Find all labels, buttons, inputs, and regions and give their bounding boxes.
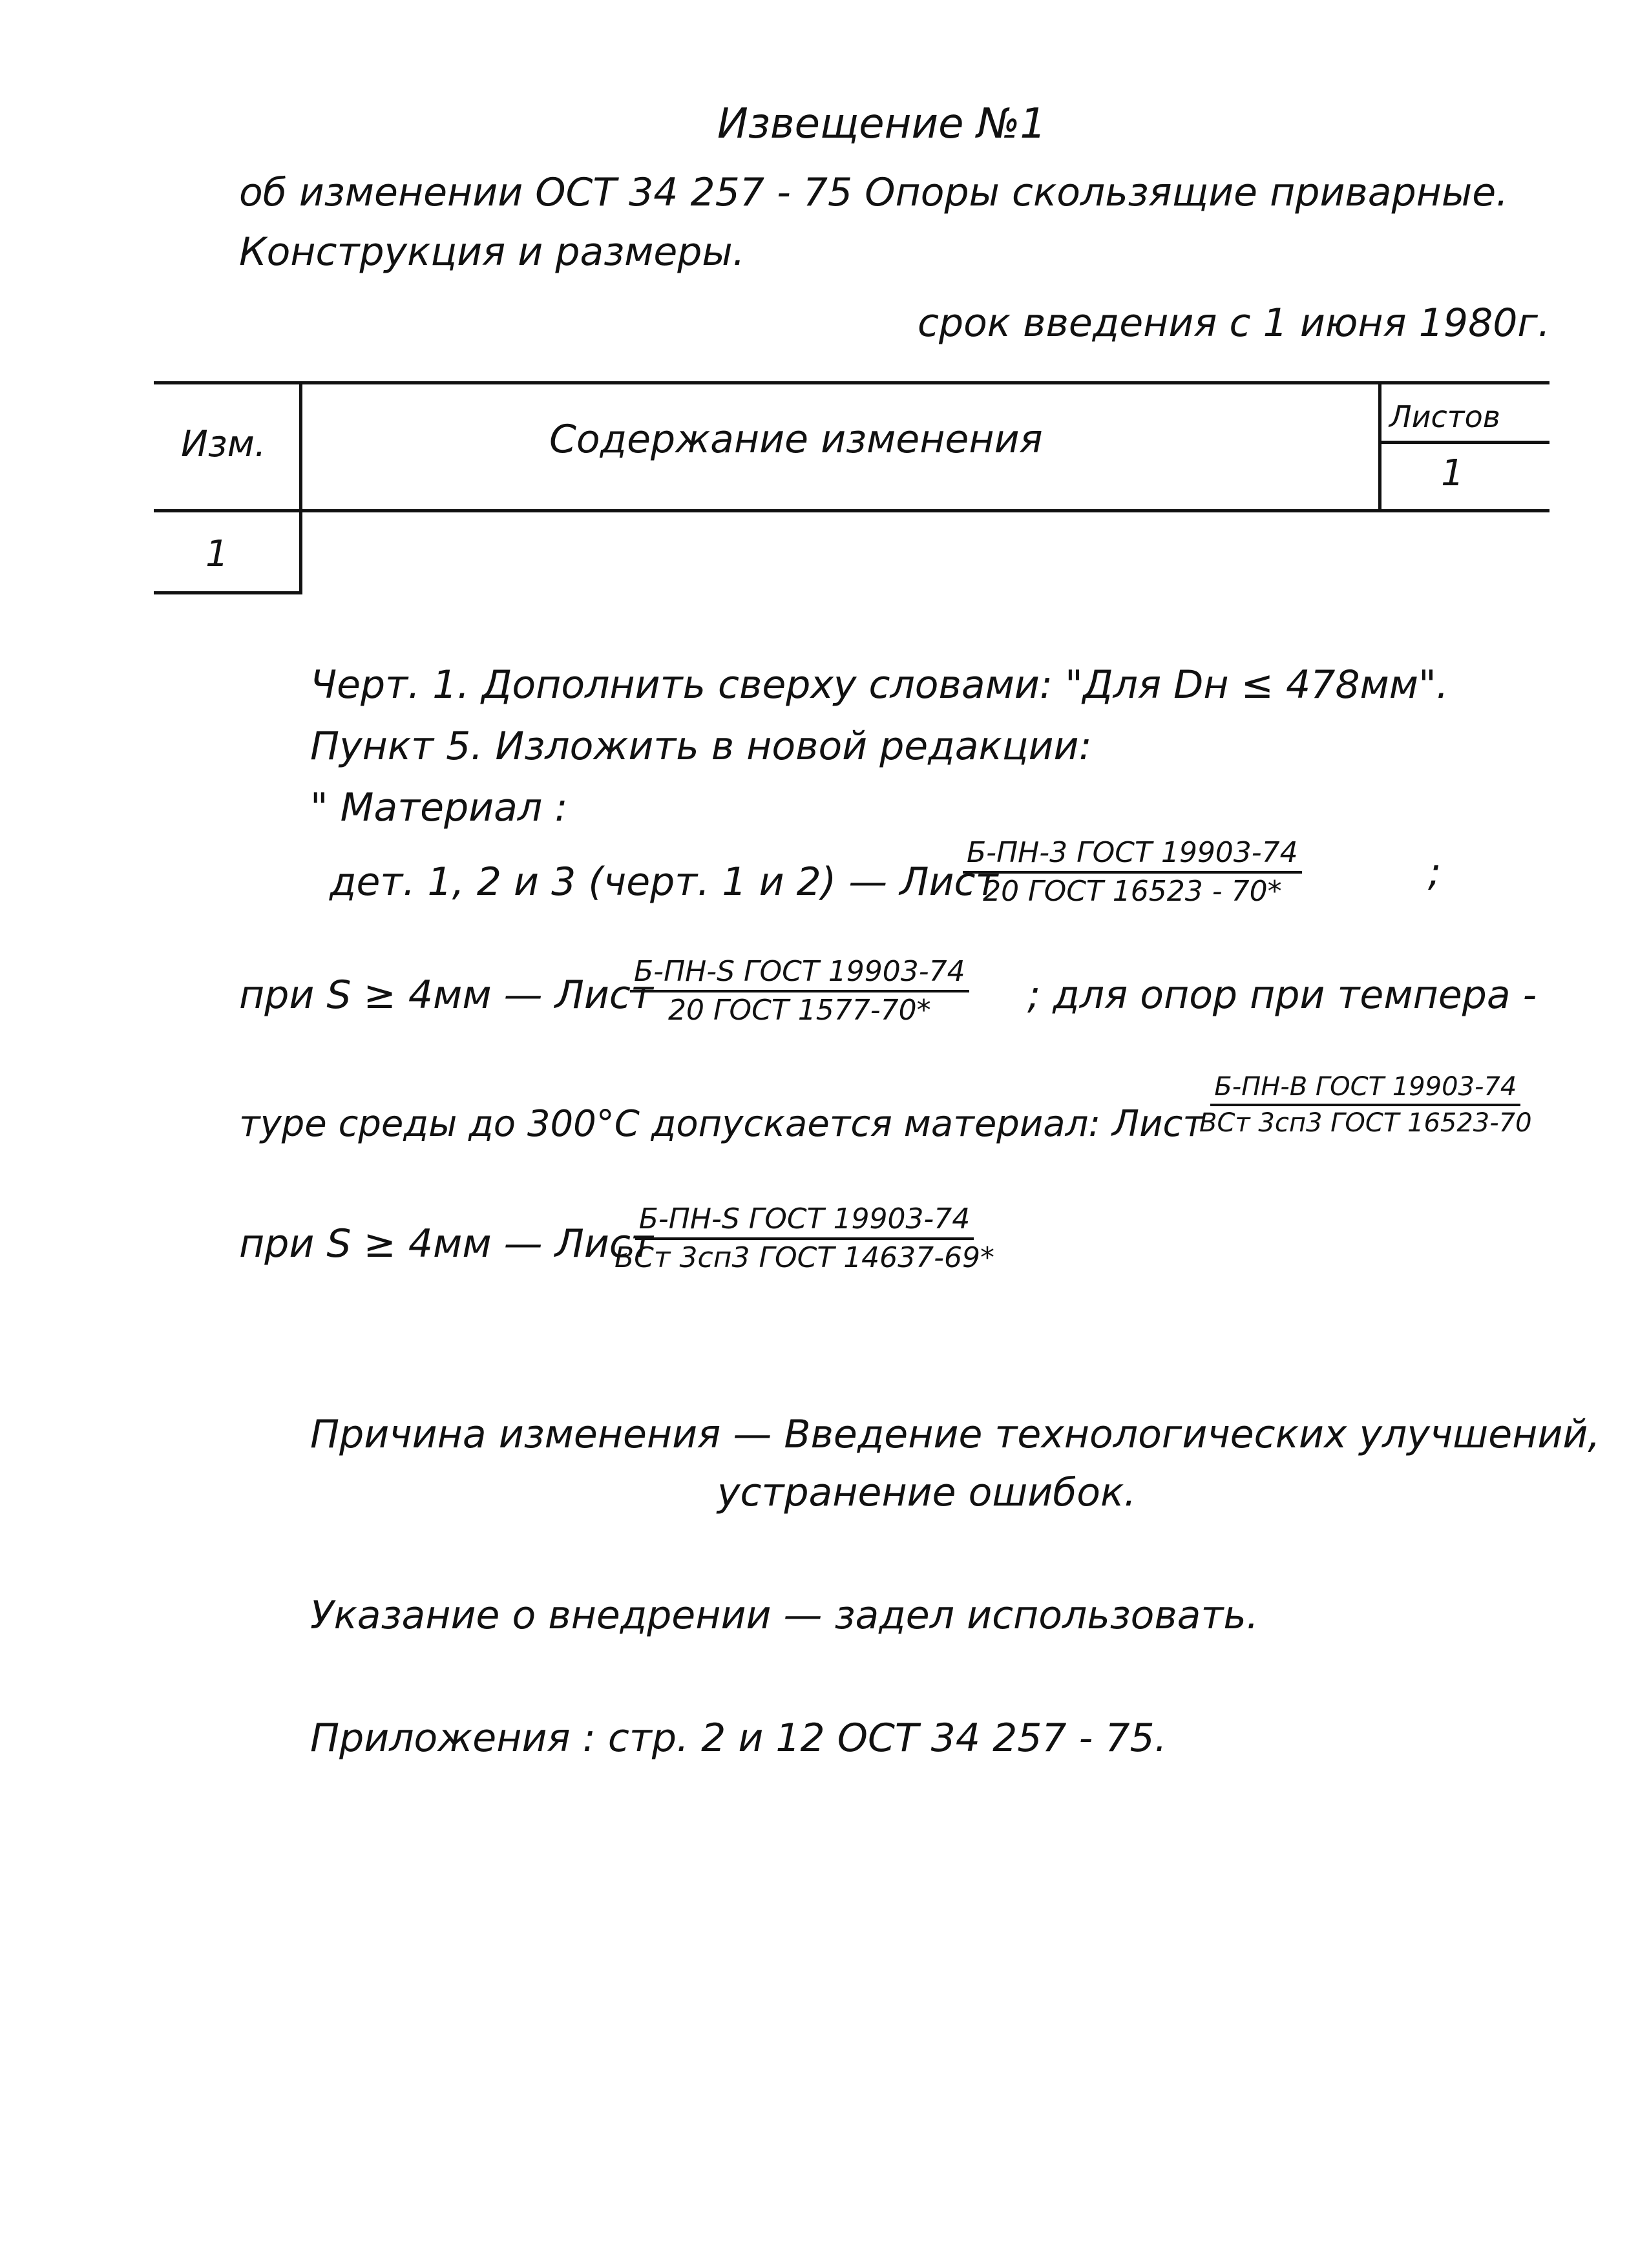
- sheets-divider: [1381, 441, 1549, 444]
- material-fraction-3-steel: ВСт 3сп3 ГОСТ 16523-70: [1199, 1108, 1532, 1138]
- material-fraction-2-steel: 20 ГОСТ 1577-70*: [668, 994, 931, 1027]
- row-bottom-border: [154, 591, 302, 594]
- effective-date: срок введения с 1 июня 1980г.: [918, 300, 1551, 346]
- body-line-s4b-prefix: при S ≥ 4мм — Лист: [239, 1221, 653, 1266]
- table-top-border: [154, 381, 1549, 384]
- col-sheets-header: Листов: [1389, 399, 1500, 434]
- table-col-divider-1: [299, 381, 302, 594]
- material-fraction-2: [630, 955, 969, 1027]
- reason-line1: Причина изменения — Введение технологических улучшений,: [310, 1412, 1601, 1457]
- body-line-drawing1: Черт. 1. Дополнить сверху словами: "Для Dн ≤ 478мм".: [310, 662, 1449, 708]
- body-line-s4-suffix: ; для опор при темпера -: [1027, 972, 1537, 1018]
- col-content-header: Содержание изменения: [549, 417, 1043, 462]
- change-number: 1: [205, 533, 229, 575]
- reason-line2: устранение ошибок.: [717, 1470, 1137, 1515]
- notice-title: Извещение №1: [717, 100, 1047, 148]
- material-fraction-4: [611, 1202, 998, 1274]
- body-line-clause5: Пункт 5. Изложить в новой редакции:: [310, 724, 1092, 769]
- attachments-line: Приложения : стр. 2 и 12 ОСТ 34 257 - 75.: [310, 1716, 1167, 1761]
- material-fraction-1: [963, 836, 1302, 908]
- material-fraction-1-steel: 20 ГОСТ 16523 - 70*: [983, 875, 1282, 908]
- notice-subject-line2: Конструкция и размеры.: [239, 229, 745, 275]
- material-fraction-1-grade: Б-ПН-3 ГОСТ 19903-74: [963, 839, 1302, 874]
- body-line-parts-prefix: дет. 1, 2 и 3 (черт. 1 и 2) — Лист: [330, 859, 998, 905]
- table-col-divider-2: [1378, 381, 1381, 512]
- material-fraction-4-steel: ВСт 3сп3 ГОСТ 14637-69*: [614, 1241, 995, 1274]
- material-fraction-3: [1195, 1074, 1536, 1136]
- table-header-bottom-border: [154, 509, 1549, 512]
- sheets-value: 1: [1441, 452, 1464, 494]
- implementation-instruction: Указание о внедрении — задел использовать.: [310, 1593, 1259, 1638]
- notice-subject-line1: об изменении ОСТ 34 257 - 75 Опоры скользящие приварные.: [239, 170, 1509, 215]
- material-fraction-2-grade: Б-ПН-S ГОСТ 19903-74: [630, 958, 969, 992]
- body-line-temperature-prefix: туре среды до 300°С допускается материал: Лист: [239, 1103, 1204, 1145]
- material-fraction-4-grade: Б-ПН-S ГОСТ 19903-74: [635, 1205, 974, 1240]
- body-line-parts-suffix: ;: [1428, 850, 1442, 895]
- col-change-header: Изм.: [181, 423, 266, 465]
- material-fraction-3-grade: Б-ПН-В ГОСТ 19903-74: [1210, 1074, 1520, 1106]
- body-line-material: " Материал :: [310, 785, 568, 830]
- body-line-s4-prefix: при S ≥ 4мм — Лист: [239, 972, 653, 1018]
